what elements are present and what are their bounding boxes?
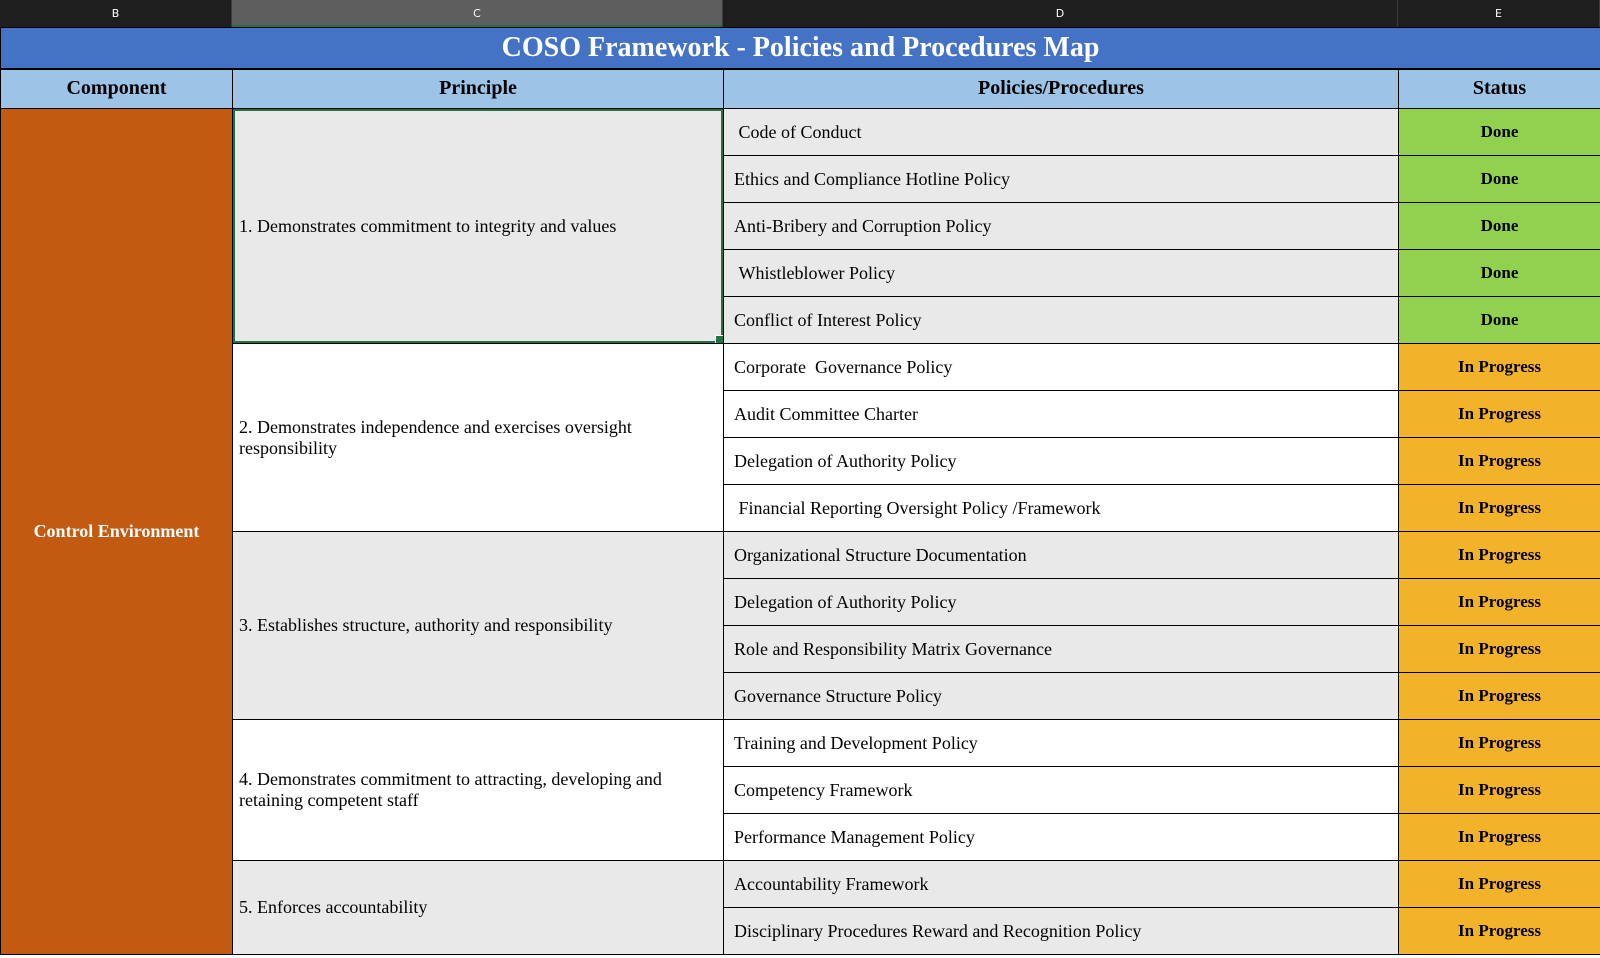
policy-cell[interactable]: Anti-Bribery and Corruption Policy xyxy=(724,203,1399,250)
column-header-c[interactable]: C xyxy=(232,0,723,27)
table-header-row xyxy=(1,69,1600,109)
status-badge-cell[interactable]: Done xyxy=(1399,297,1600,344)
title-row xyxy=(1,28,1600,69)
status-badge-cell[interactable]: In Progress xyxy=(1399,861,1600,908)
status-badge-cell[interactable]: In Progress xyxy=(1399,579,1600,626)
table-body xyxy=(1,109,1600,955)
header-principle[interactable]: Principle xyxy=(233,69,724,109)
page-title[interactable]: COSO Framework - Policies and Procedures Map xyxy=(1,28,1600,69)
component-cell[interactable]: Control Environment xyxy=(1,109,233,955)
header-component[interactable]: Component xyxy=(1,69,233,109)
policy-cell[interactable]: Corporate Governance Policy xyxy=(724,344,1399,391)
policy-cell[interactable]: Financial Reporting Oversight Policy /Framework xyxy=(724,485,1399,532)
status-badge-cell[interactable]: In Progress xyxy=(1399,767,1600,814)
table-row xyxy=(1,861,1600,908)
column-letter-strip xyxy=(0,0,1600,27)
table-row xyxy=(1,532,1600,579)
table-row xyxy=(1,109,1600,156)
column-header-b[interactable]: B xyxy=(0,0,232,27)
column-header-d[interactable]: D xyxy=(723,0,1398,27)
header-status[interactable]: Status xyxy=(1399,69,1600,109)
policy-cell[interactable]: Accountability Framework xyxy=(724,861,1399,908)
status-badge-cell[interactable]: In Progress xyxy=(1399,908,1600,955)
policy-cell[interactable]: Ethics and Compliance Hotline Policy xyxy=(724,156,1399,203)
status-badge-cell[interactable]: In Progress xyxy=(1399,814,1600,861)
policy-cell[interactable]: Training and Development Policy xyxy=(724,720,1399,767)
policy-cell[interactable]: Audit Committee Charter xyxy=(724,391,1399,438)
policy-cell[interactable]: Governance Structure Policy xyxy=(724,673,1399,720)
policy-cell[interactable]: Disciplinary Procedures Reward and Recognition Policy xyxy=(724,908,1399,955)
principle-cell[interactable]: 1. Demonstrates commitment to integrity and values xyxy=(233,109,724,344)
status-badge-cell[interactable]: In Progress xyxy=(1399,673,1600,720)
principle-cell[interactable]: 4. Demonstrates commitment to attracting, developing and retaining competent staff xyxy=(233,720,724,861)
status-badge-cell[interactable]: In Progress xyxy=(1399,438,1600,485)
policy-cell[interactable]: Conflict of Interest Policy xyxy=(724,297,1399,344)
status-badge-cell[interactable]: Done xyxy=(1399,156,1600,203)
coso-map-table xyxy=(0,27,1600,955)
status-badge-cell[interactable]: In Progress xyxy=(1399,626,1600,673)
status-badge-cell[interactable]: In Progress xyxy=(1399,344,1600,391)
policy-cell[interactable]: Delegation of Authority Policy xyxy=(724,579,1399,626)
column-header-e[interactable]: E xyxy=(1398,0,1600,27)
policy-cell[interactable]: Delegation of Authority Policy xyxy=(724,438,1399,485)
policy-cell[interactable]: Organizational Structure Documentation xyxy=(724,532,1399,579)
principle-cell[interactable]: 5. Enforces accountability xyxy=(233,861,724,955)
policy-cell[interactable]: Whistleblower Policy xyxy=(724,250,1399,297)
policy-cell[interactable]: Role and Responsibility Matrix Governance xyxy=(724,626,1399,673)
table-row xyxy=(1,344,1600,391)
status-badge-cell[interactable]: In Progress xyxy=(1399,532,1600,579)
status-badge-cell[interactable]: In Progress xyxy=(1399,391,1600,438)
status-badge-cell[interactable]: In Progress xyxy=(1399,720,1600,767)
principle-cell[interactable]: 2. Demonstrates independence and exercises oversight responsibility xyxy=(233,344,724,532)
status-badge-cell[interactable]: In Progress xyxy=(1399,485,1600,532)
header-policies[interactable]: Policies/Procedures xyxy=(724,69,1399,109)
policy-cell[interactable]: Competency Framework xyxy=(724,767,1399,814)
status-badge-cell[interactable]: Done xyxy=(1399,109,1600,156)
policy-cell[interactable]: Code of Conduct xyxy=(724,109,1399,156)
status-badge-cell[interactable]: Done xyxy=(1399,250,1600,297)
policy-cell[interactable]: Performance Management Policy xyxy=(724,814,1399,861)
status-badge-cell[interactable]: Done xyxy=(1399,203,1600,250)
principle-cell[interactable]: 3. Establishes structure, authority and responsibility xyxy=(233,532,724,720)
table-row xyxy=(1,720,1600,767)
